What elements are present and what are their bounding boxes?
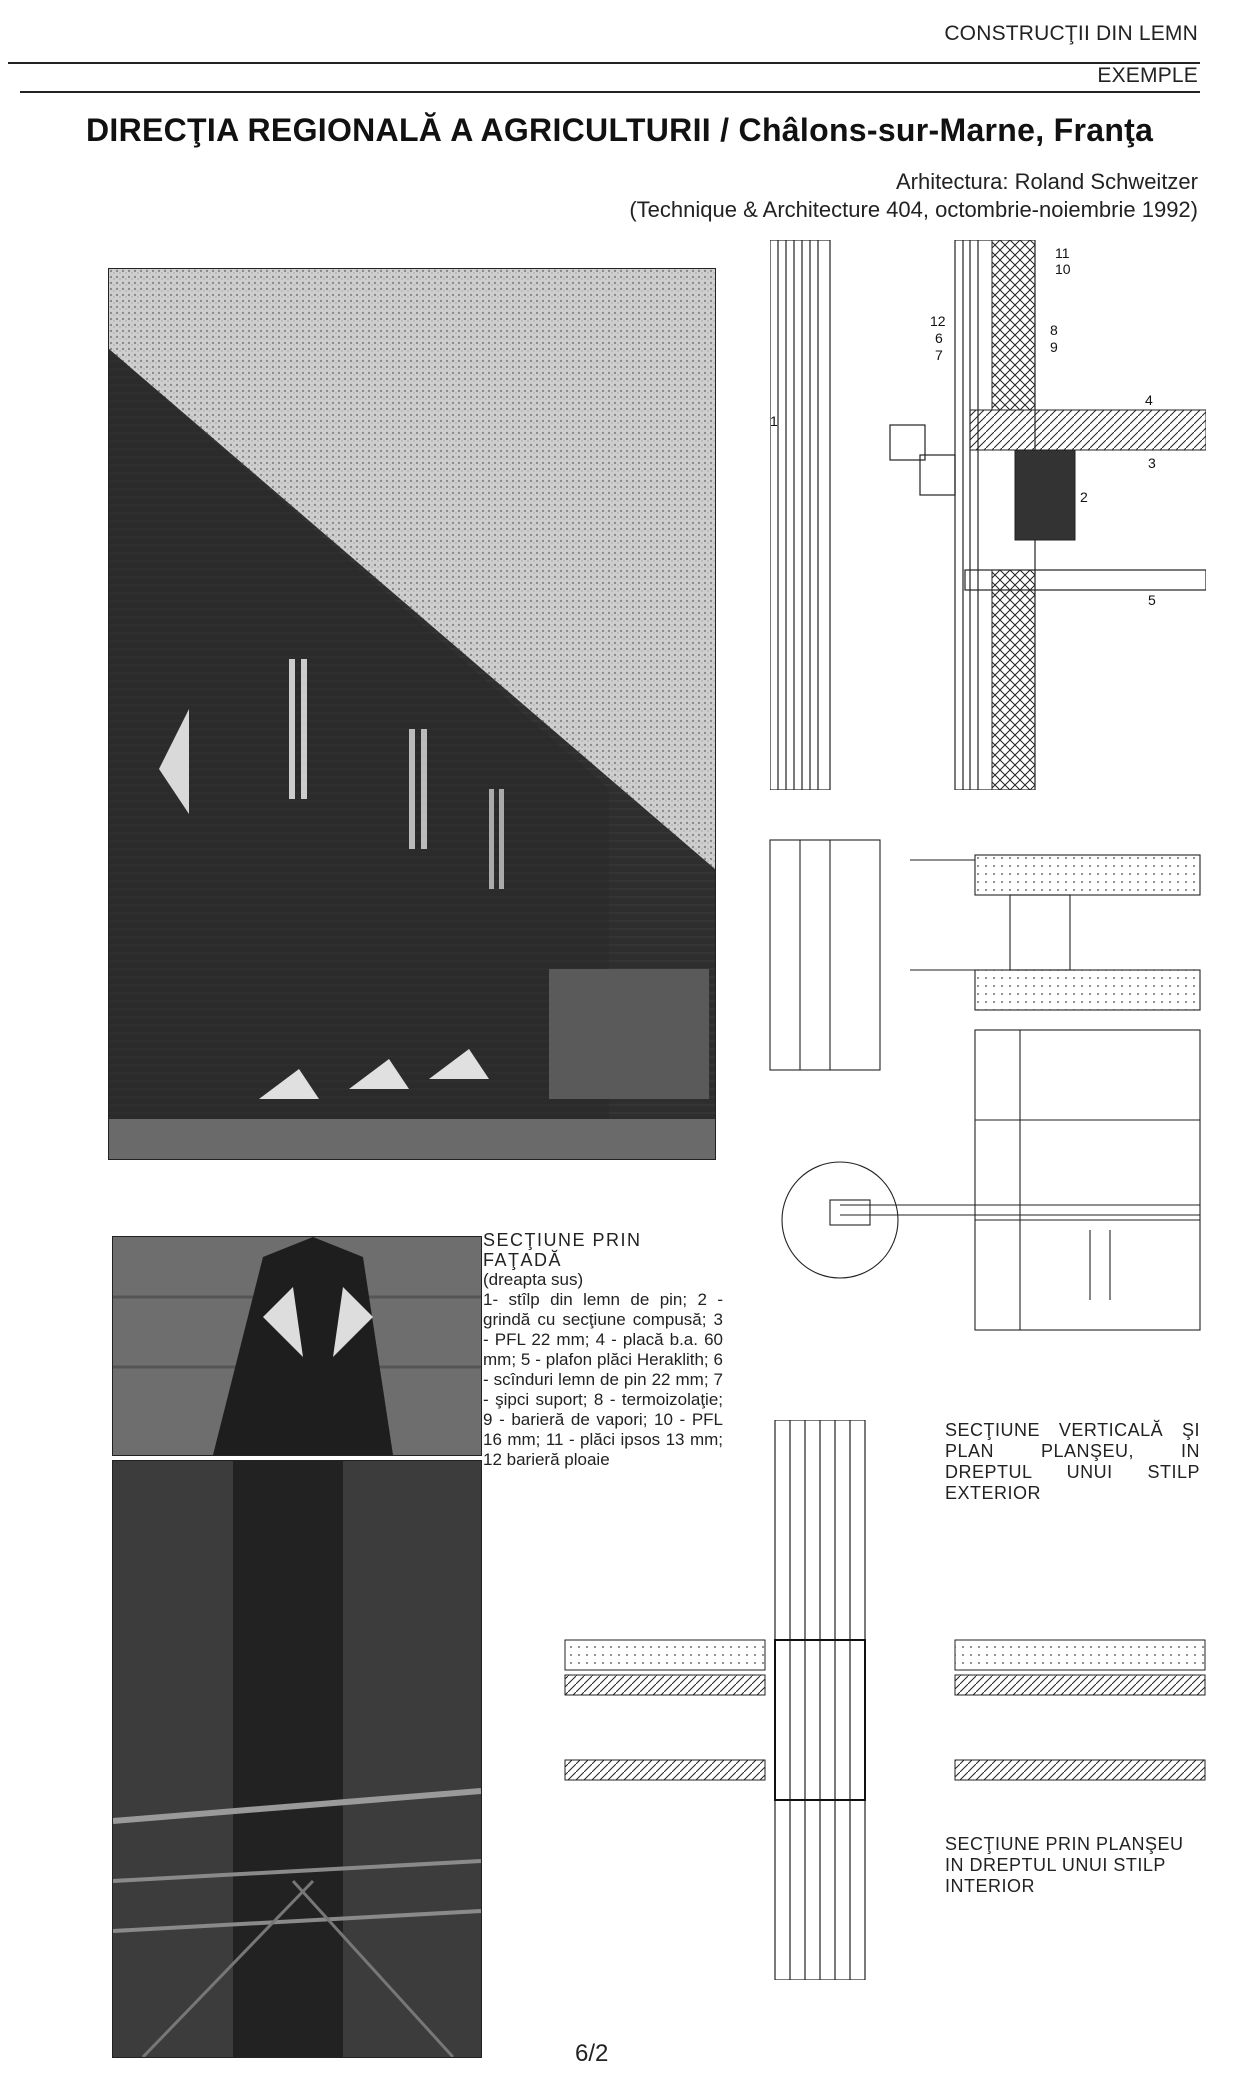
building-photo [108, 268, 716, 1160]
drawing-label-12: 12 [930, 313, 946, 329]
facade-caption-subheading: (dreapta sus) [483, 1270, 584, 1289]
header-rule-2 [20, 91, 1200, 93]
running-header-subsection: EXEMPLE [1097, 64, 1198, 87]
floor-section-caption: SECŢIUNE PRIN PLANŞEU IN DREPTUL UNUI STILP INTERIOR [945, 1834, 1184, 1896]
drawing-label-8: 8 [1050, 322, 1058, 338]
page-number: 6/2 [575, 2040, 609, 2067]
running-header-title: CONSTRUCŢII DIN LEMN [944, 22, 1198, 45]
facade-caption-body: 1- stîlp din lemn de pin; 2 - grindă cu secţiune compusă; 3 - PFL 22 mm; 4 - placă b.a. 60 mm; 5 - plafon plăci Heraklith; 6 - scînduri lemn de pin 22 mm; 7 - şipci suport; 8 - termoizolaţie; 9 - barieră de vapori; 10 - PFL 16 mm; 11 - plăci ipsos 13 mm; 12 barieră ploaie [483, 1290, 723, 1469]
facade-section-drawing [770, 240, 1206, 790]
drawing-label-4: 4 [1145, 392, 1153, 408]
vertical-section-caption: SECŢIUNE VERTICALĂ ŞI PLAN PLANŞEU, IN DREPTUL UNUI STILP EXTERIOR [945, 1420, 1200, 1503]
architect-credit: Arhitectura: Roland Schweitzer [895, 169, 1198, 194]
drawing-label-1: 1 [770, 413, 778, 429]
source-credit: (Technique & Architecture 404, octombrie-noiembrie 1992) [629, 197, 1198, 222]
drawing-label-7: 7 [935, 347, 943, 363]
drawing-label-5: 5 [1148, 592, 1156, 608]
drawing-label-11: 11 [1055, 245, 1070, 261]
vertical-section-plan-drawing [760, 800, 1206, 1400]
drawing-label-3: 3 [1148, 455, 1156, 471]
facade-caption [483, 1230, 723, 1470]
drawing-label-10: 10 [1055, 261, 1071, 277]
drawing-label-9: 9 [1050, 339, 1058, 355]
drawing-label-6: 6 [935, 330, 943, 346]
facade-caption-heading: SECŢIUNE PRIN FAŢADĂ [483, 1230, 642, 1270]
drawing-label-2: 2 [1080, 489, 1088, 505]
header-rule [8, 62, 1200, 64]
detail-photo-top [112, 1236, 482, 1456]
building-photo-illustration [109, 269, 715, 1159]
page-title: DIRECŢIA REGIONALĂ A AGRICULTURII / Châlons-sur-Marne, Franţa [86, 112, 1154, 148]
detail-photo-bottom [112, 1460, 482, 2058]
